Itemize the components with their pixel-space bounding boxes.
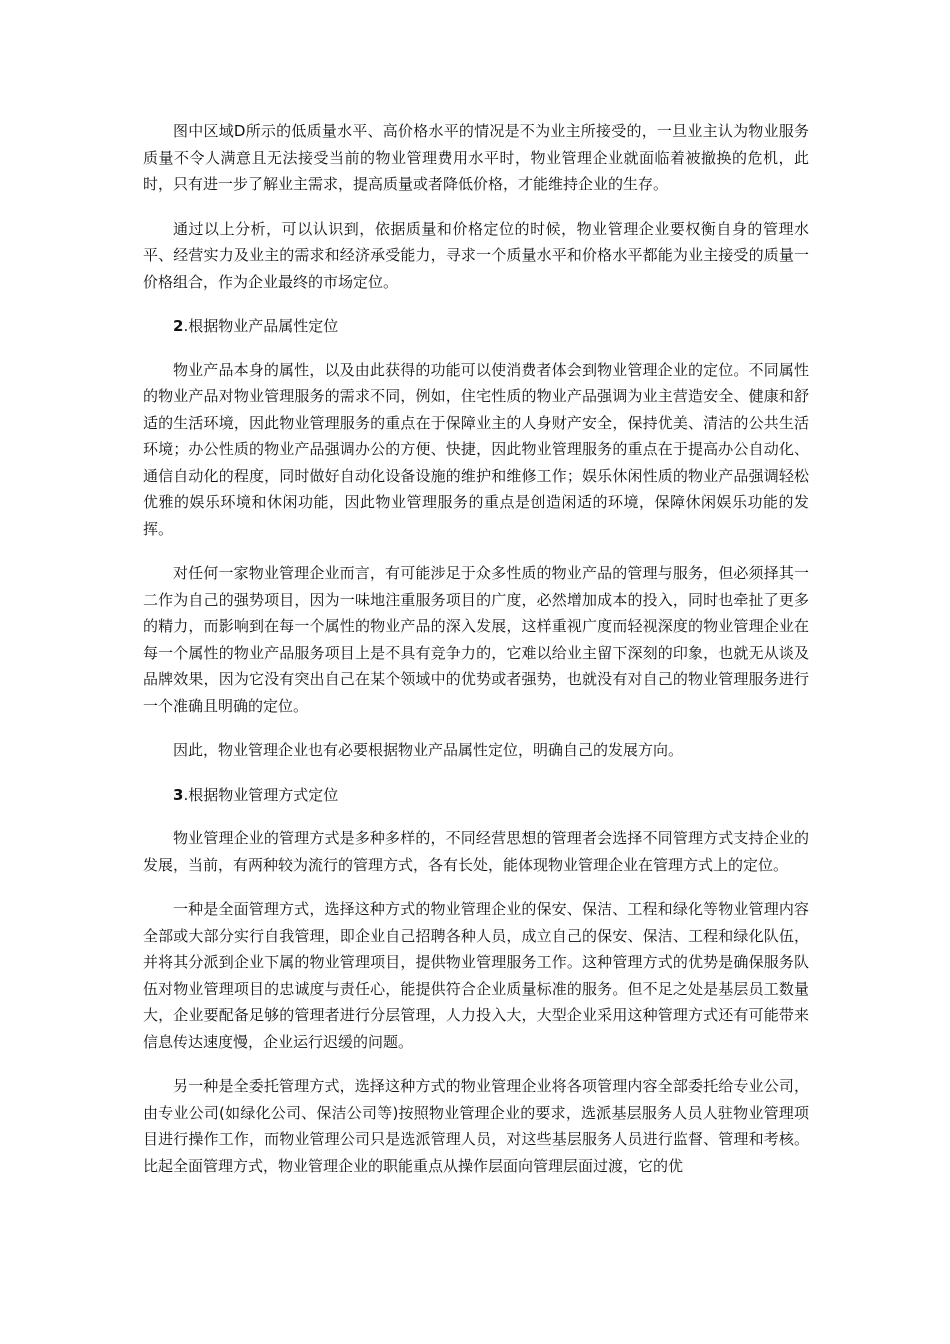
section-title: .根据物业管理方式定位: [183, 785, 339, 804]
section-heading-2: [143, 313, 809, 340]
section-number: 2: [173, 317, 184, 335]
paragraph: 另一种是全委托管理方式，选择这种方式的物业管理企业将各项管理内容全部委托给专业公司，由专业公司(如绿化公司、保洁公司等)按照物业管理企业的要求，选派基层服务人员人驻物业管理项目进行操作工作，而物业管理公司只是选派管理人员，对这些基层服务人员进行监督、管理和考核。比起全面管理方式，物业管理企业的职能重点从操作层面向管理层面过渡，它的优: [143, 1077, 809, 1175]
document-body: [143, 118, 809, 1197]
paragraph: 一种是全面管理方式，选择这种方式的物业管理企业的保安、保洁、工程和绿化等物业管理内容全部或大部分实行自我管理，即企业自己招聘各种人员，成立自己的保安、保洁、工程和绿化队伍，并将其分派到企业下属的物业管理项目，提供物业管理服务工作。这种管理方式的优势是确保服务队伍对物业管理项目的忠诚度与责任心，能提供符合企业质量标准的服务。但不足之处是基层员工数量大，企业要配备足够的管理者进行分层管理，人力投入大，大型企业采用这种管理方式还有可能带来信息传达速度慢，企业运行迟缓的问题。: [143, 900, 809, 1051]
paragraph: 物业产品本身的属性，以及由此获得的功能可以使消费者体会到物业管理企业的定位。不同属性的物业产品对物业管理服务的需求不同，例如，住宅性质的物业产品强调为业主营造安全、健康和舒适的生活环境，因此物业管理服务的重点在于保障业主的人身财产安全，保持优美、清洁的公共生活环境；办公性质的物业产品强调办公的方便、快捷，因此物业管理服务的重点在于提高办公自动化、通信自动化的程度，同时做好自动化设备设施的维护和维修工作；娱乐休闲性质的物业产品强调轻松优雅的娱乐环境和休闲功能，因此物业管理服务的重点是创造闲适的环境，保障休闲娱乐功能的发挥。: [143, 360, 809, 538]
paragraph: 对任何一家物业管理企业而言，有可能涉足于众多性质的物业产品的管理与服务，但必须择其一二作为自己的强势项目，因为一味地注重服务项目的广度，必然增加成本的投入，同时也牵扯了更多的精力，而影响到在每一个属性的物业产品的深入发展，这样重视广度而轻视深度的物业管理企业在每一个属性的物业产品服务项目上是不具有竞争力的，它难以给业主留下深刻的印象，也就无从谈及品牌效果，因为它没有突出自己在某个领域中的优势或者强势，也就没有对自己的物业管理服务进行一个准确且明确的定位。: [143, 564, 809, 715]
paragraph: 因此，物业管理企业也有必要根据物业产品属性定位，明确自己的发展方向。: [173, 741, 684, 759]
section-heading-3: [143, 782, 809, 809]
paragraph: 通过以上分析，可以认识到，依据质量和价格定位的时候，物业管理企业要权衡自身的管理水平、经营实力及业主的需求和经济承受能力，寻求一个质量水平和价格水平都能为业主接受的质量一价格组合，作为企业最终的市场定位。: [143, 219, 809, 291]
section-title: .根据物业产品属性定位: [183, 317, 339, 335]
paragraph: 物业管理企业的管理方式是多种多样的，不同经营思想的管理者会选择不同管理方式支持企业的发展，当前，有两种较为流行的管理方式，各有长处，能体现物业管理企业在管理方式上的定位。: [143, 829, 809, 874]
paragraph: 图中区域D所示的低质量水平、高价格水平的情况是不为业主所接受的，一旦业主认为物业服务质量不令人满意且无法接受当前的物业管理费用水平时，物业管理企业就面临着被撤换的危机，此时，只有进一步了解业主需求，提高质量或者降低价格，才能维持企业的生存。: [143, 122, 809, 193]
section-number: 3: [173, 785, 184, 804]
